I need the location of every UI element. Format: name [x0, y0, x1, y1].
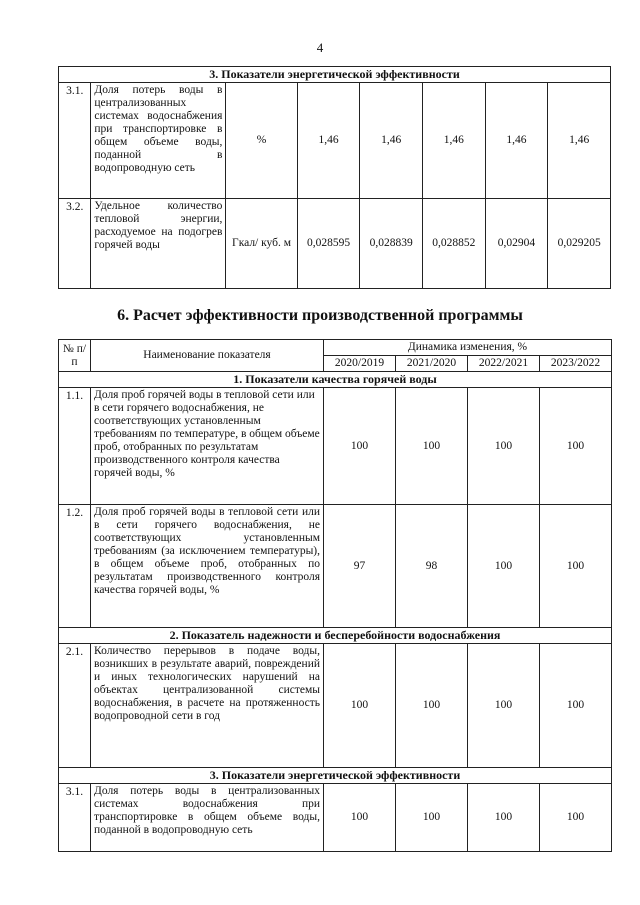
indicator-name: Доля проб горячей воды в тепловой сети или в сети горячего водоснабжения, не соответствующих установленным требованиям по температуре, в общем объеме проб, отобранных по результатам производственного контроля качества горячей воды, %	[91, 388, 324, 505]
header-row	[59, 340, 612, 356]
value-cell: 1,46	[360, 83, 423, 199]
year-header: 2023/2022	[540, 356, 612, 372]
value-cell: 0,029205	[548, 199, 611, 289]
value-cell: 100	[396, 388, 468, 505]
table-row	[59, 784, 612, 852]
value-cell: 97	[324, 505, 396, 628]
unit-cell: %	[226, 83, 297, 199]
value-cell: 100	[468, 388, 540, 505]
indicators-table-continued	[58, 66, 611, 289]
section-row	[59, 372, 612, 388]
table-row	[59, 644, 612, 768]
value-cell: 1,46	[297, 83, 360, 199]
header-number: № п/п	[59, 340, 91, 372]
row-number: 2.1.	[59, 644, 91, 768]
section-heading: 6. Расчет эффективности производственной программы	[117, 307, 523, 324]
section-row	[59, 628, 612, 644]
value-cell: 100	[540, 505, 612, 628]
value-cell: 100	[540, 784, 612, 852]
value-cell: 100	[324, 388, 396, 505]
table-row	[59, 83, 611, 199]
table-row	[59, 199, 611, 289]
value-cell: 100	[468, 505, 540, 628]
value-cell: 1,46	[548, 83, 611, 199]
indicator-name: Доля проб горячей воды в тепловой сети или в сети горячего водоснабжения, не соответствующих установленным требованиям (за исключением температуры), в общем объеме проб, отобранных по результатам производственного контроля качества горячей воды, %	[91, 505, 324, 628]
indicator-name: Количество перерывов в подаче воды, возникших в результате аварий, повреждений и иных технологических нарушений на объектах централизованной системы водоснабжения, в расчете на протяженность водопроводной сети в год	[91, 644, 324, 768]
section-title: 3. Показатели энергетической эффективности	[59, 67, 611, 83]
indicator-name: Удельное количество тепловой энергии, расходуемое на подогрев горячей воды	[91, 199, 226, 289]
value-cell: 0,028852	[422, 199, 485, 289]
row-number: 3.2.	[59, 199, 91, 289]
table-row	[59, 388, 612, 505]
efficiency-table	[58, 339, 612, 852]
value-cell: 98	[396, 505, 468, 628]
value-cell: 100	[396, 644, 468, 768]
value-cell: 0,02904	[485, 199, 548, 289]
unit-cell: Гкал/ куб. м	[226, 199, 297, 289]
value-cell: 100	[468, 644, 540, 768]
section-title: 3. Показатели энергетической эффективности	[59, 768, 612, 784]
value-cell: 0,028839	[360, 199, 423, 289]
value-cell: 0,028595	[297, 199, 360, 289]
year-header: 2021/2020	[396, 356, 468, 372]
section-title: 2. Показатель надежности и бесперебойности водоснабжения	[59, 628, 612, 644]
year-header: 2022/2021	[468, 356, 540, 372]
indicator-name: Доля потерь воды в централизованных системах водоснабжения при транспортировке в общем объеме воды, поданной в водопроводную сеть	[91, 83, 226, 199]
value-cell: 100	[540, 388, 612, 505]
section-row	[59, 67, 611, 83]
section-title: 1. Показатели качества горячей воды	[59, 372, 612, 388]
header-dynamics: Динамика изменения, %	[324, 340, 612, 356]
value-cell: 100	[540, 644, 612, 768]
value-cell: 1,46	[422, 83, 485, 199]
value-cell: 1,46	[485, 83, 548, 199]
row-number: 1.1.	[59, 388, 91, 505]
row-number: 3.1.	[59, 83, 91, 199]
indicator-name: Доля потерь воды в централизованных системах водоснабжения при транспортировке в общем объеме воды, поданной в водопроводную сеть	[91, 784, 324, 852]
value-cell: 100	[324, 784, 396, 852]
header-indicator: Наименование показателя	[91, 340, 324, 372]
page-number: 4	[316, 40, 324, 55]
table-row	[59, 505, 612, 628]
section-row	[59, 768, 612, 784]
value-cell: 100	[396, 784, 468, 852]
year-header: 2020/2019	[324, 356, 396, 372]
row-number: 1.2.	[59, 505, 91, 628]
value-cell: 100	[324, 644, 396, 768]
row-number: 3.1.	[59, 784, 91, 852]
value-cell: 100	[468, 784, 540, 852]
